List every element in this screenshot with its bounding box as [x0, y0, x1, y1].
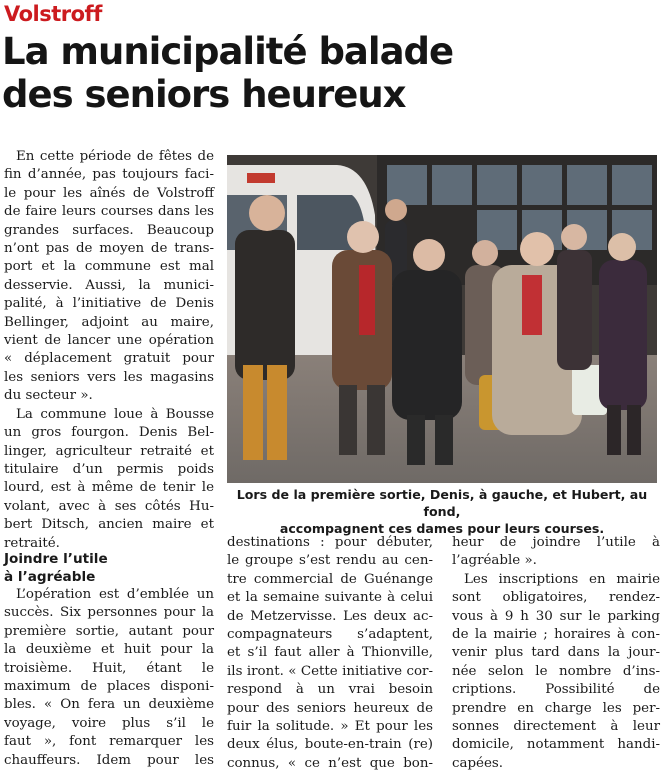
text-line: grandes surfaces. Beaucoup [4, 222, 214, 238]
text-line: et s’il faut aller à Thionville, [227, 645, 433, 661]
section-kicker: Volstroff [4, 2, 102, 26]
text-line: fuir la solitude. » Et pour les [227, 719, 433, 735]
article-column-2 [227, 534, 433, 773]
text-line: bles. « On fera un deuxième [4, 697, 214, 713]
text-line: de Metzervisse. Les deux ac- [227, 608, 433, 624]
subheading-line-1: Joindre l’utile [4, 551, 108, 567]
text-line: deux élus, boute-en-train (re) [227, 737, 433, 753]
text-line: bert Ditsch, ancien maire et [4, 517, 214, 533]
text-line: fin d’année, pas toujours faci- [4, 167, 214, 183]
text-line: respond à un vrai besoin [227, 682, 433, 698]
section-subheading [4, 550, 214, 586]
article-column-1-bottom [4, 550, 214, 770]
article-column-3 [452, 534, 660, 773]
text-line: un gros fourgon. Denis Bel- [4, 425, 214, 441]
photo-caption [227, 486, 657, 537]
text-line: L’opération est d’emblée un [16, 587, 214, 602]
text-line: venir plus tard dans la jour- [452, 645, 660, 661]
text-line: et la semaine suivante à celui [227, 590, 433, 606]
text-line: voyage, voire plus s’il le [4, 715, 214, 731]
text-line: vous à 9 h 30 sur le parking [452, 608, 660, 624]
text-line: les seniors vers les magasins [4, 369, 214, 385]
text-line: En cette période de fêtes de [16, 149, 214, 164]
text-line: heur de joindre l’utile à [452, 535, 660, 550]
caption-line-2: accompagnent ces dames pour leurs courses. [279, 521, 605, 536]
text-line: vient de lancer une opération [4, 333, 214, 349]
text-line: première sortie, autant pour [4, 623, 214, 639]
subheading-line-2: à l’agréable [4, 569, 96, 585]
text-line: volant, avec à ses côtés Hu- [4, 498, 214, 514]
headline-line-2: des seniors heureux [2, 73, 406, 116]
text-line: faut », font remarquer les [4, 734, 214, 750]
article-headline [2, 30, 662, 116]
text-line: « déplacement gratuit pour [4, 351, 214, 367]
text-line: titulaire d’un permis poids [4, 461, 214, 477]
text-line: tre commercial de Guénange [227, 571, 433, 587]
article-photo [227, 155, 657, 483]
text-line: lourd, est à même de tenir le [4, 480, 214, 496]
text-line: retraité. [4, 535, 60, 551]
text-line: sonnes directement à leur [452, 719, 660, 735]
text-line: compagnateurs s’adaptent, [227, 627, 433, 643]
text-line: domicile, notamment handi- [452, 737, 660, 753]
text-line: maximum de places disponi- [4, 679, 214, 695]
caption-line-1: Lors de la première sortie, Denis, à gauche, et Hubert, au fond, [236, 487, 648, 519]
text-line: prendre en charge les per- [452, 700, 660, 716]
text-line: linger, agriculteur retraité et [4, 443, 214, 459]
headline-line-1: La municipalité balade [2, 30, 454, 73]
text-line: desservie. Aussi, la munici- [4, 277, 214, 293]
text-line: succès. Six personnes pour la [4, 605, 214, 621]
text-line: le pour les aînés de Volstroff [4, 185, 214, 201]
text-line: palité, à l’initiative de Denis [4, 296, 214, 312]
text-line: n’ont pas de moyen de trans- [4, 241, 214, 257]
text-line: la deuxième et huit pour la [4, 642, 214, 658]
text-line: troisième. Huit, étant le [4, 660, 214, 676]
article-column-1-top [4, 148, 214, 553]
text-line: capées. [452, 755, 504, 771]
text-line: criptions. Possibilité de [452, 682, 660, 698]
text-line: destinations : pour débuter, [227, 535, 433, 550]
group-photo-illustration [227, 155, 657, 483]
text-line: de la mairie ; horaires à con- [452, 627, 660, 643]
text-line: de faire leurs courses dans les [4, 204, 214, 220]
text-line: chauffeurs. Idem pour les [4, 752, 214, 768]
text-line: du secteur ». [4, 388, 93, 404]
text-line: l’agréable ». [452, 553, 537, 569]
text-line: Bellinger, adjoint au maire, [4, 314, 214, 330]
text-line: connus, « ce n’est que bon- [227, 755, 433, 771]
text-line: La commune loue à Bousse [16, 406, 214, 422]
text-line: Les inscriptions en mairie [464, 571, 660, 587]
text-line: le groupe s’est rendu au cen- [227, 553, 433, 569]
text-line: pour des seniors heureux de [227, 700, 433, 716]
text-line: née selon le nombre d’ins- [452, 663, 660, 679]
text-line: sont obligatoires, rendez- [452, 590, 660, 606]
text-line: ils iront. « Cette initiative cor- [227, 663, 433, 679]
text-line: port et la commune est mal [4, 259, 214, 275]
